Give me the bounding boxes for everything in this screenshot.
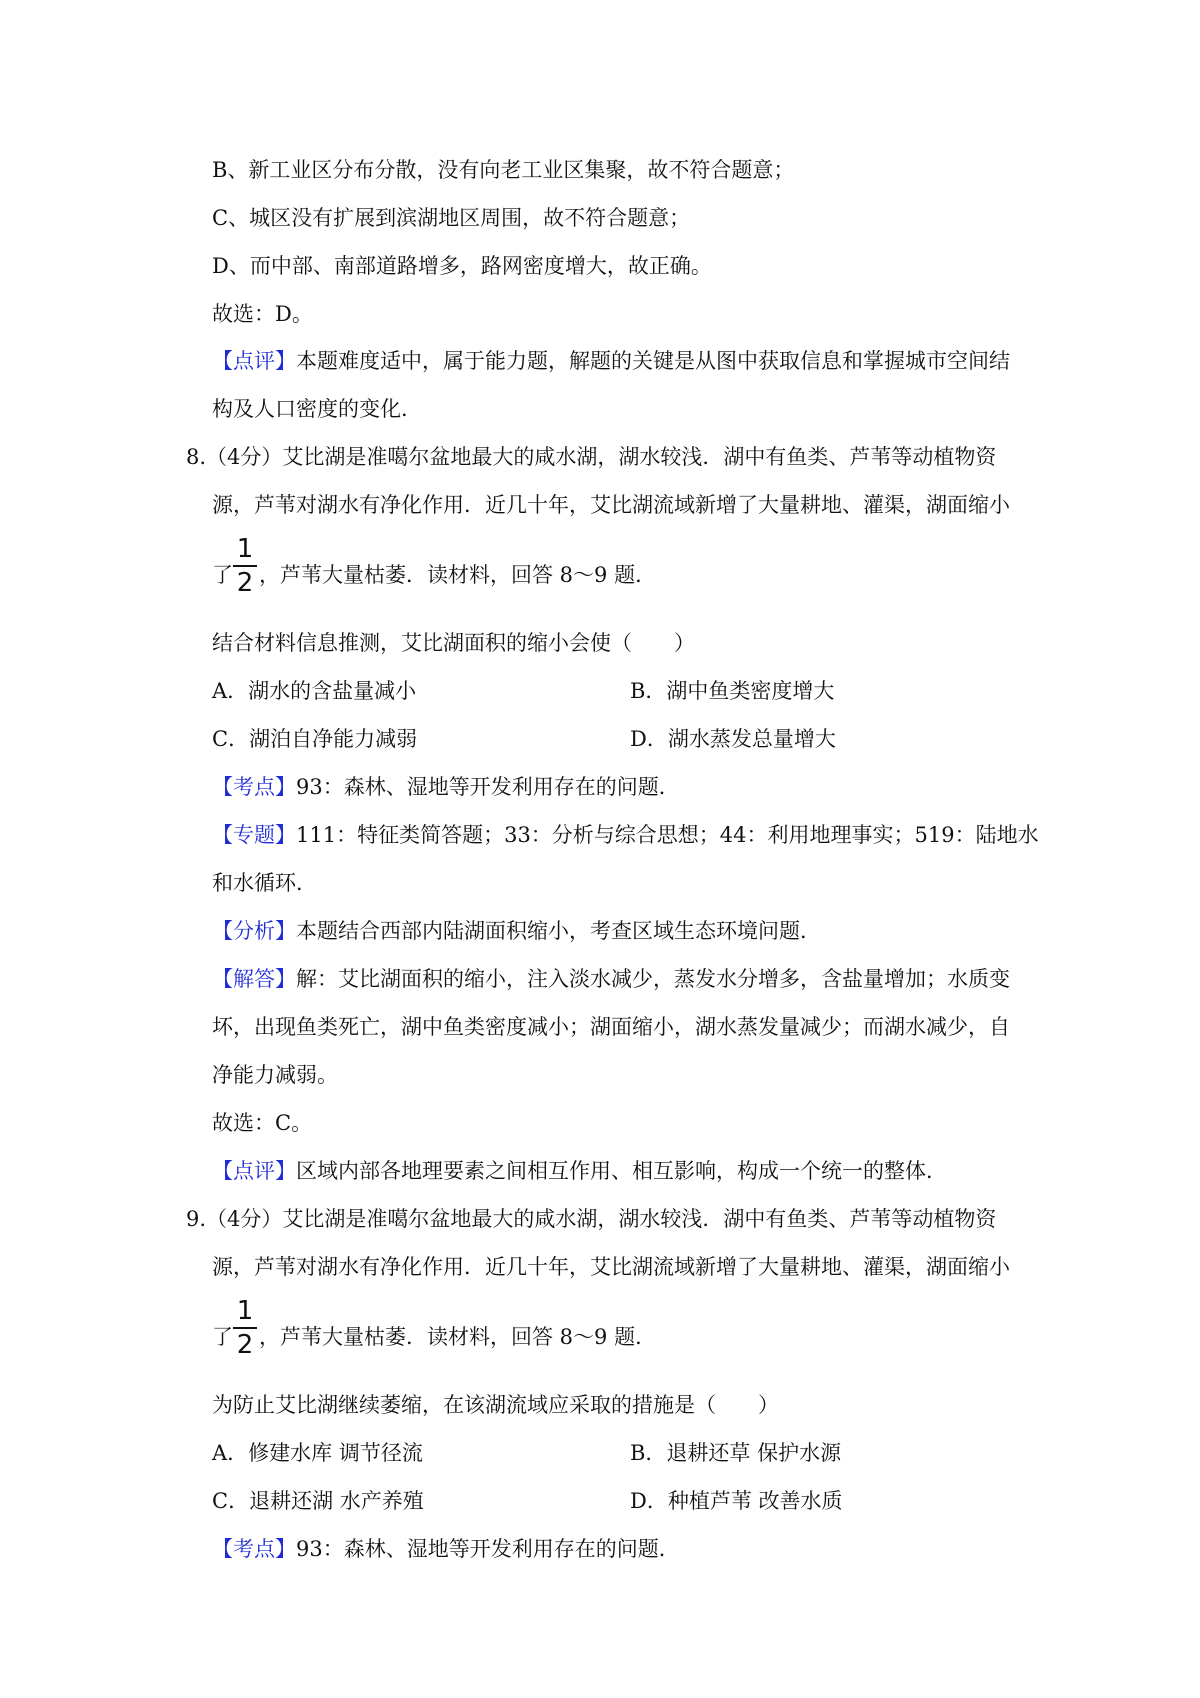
q8-option-c: C．湖泊自净能力减弱 (212, 727, 418, 751)
q8-fenxi: 【分析】本题结合西部内陆湖面积缩小，考查区域生态环境问题． (212, 919, 821, 943)
q9-option-b: B．退耕还草 保护水源 (630, 1441, 842, 1465)
q8-option-b: B．湖中鱼类密度增大 (630, 679, 835, 703)
q8-jieda-cont1: 坏，出现鱼类死亡，湖中鱼类密度减小；湖面缩小，湖水蒸发量减少；而湖水减少，自 (212, 1015, 1010, 1039)
review-text: 本题难度适中，属于能力题，解题的关键是从图中获取信息和掌握城市空间结 (296, 349, 1010, 373)
q8-fraction: 1 2 (233, 534, 257, 598)
prev-option-b-analysis: B、新工业区分布分散，没有向老工业区集聚，故不符合题意； (212, 158, 795, 182)
q8-stem-line1: 8.（4分）艾比湖是准噶尔盆地最大的咸水湖，湖水较浅．湖中有鱼类、芦苇等动植物资 (186, 445, 997, 469)
q8-jieda: 【解答】解：艾比湖面积的缩小，注入淡水减少，蒸发水分增多，含盐量增加；水质变 (212, 967, 1010, 991)
prev-answer: 故选：D。 (212, 302, 313, 326)
q8-question: 结合材料信息推测，艾比湖面积的缩小会使（ ） (212, 631, 695, 655)
q9-option-a: A．修建水库 调节径流 (212, 1441, 423, 1465)
q8-jieda-cont2: 净能力减弱。 (212, 1063, 338, 1087)
q9-option-c: C．退耕还湖 水产养殖 (212, 1489, 424, 1513)
q9-kaodian: 【考点】93：森林、湿地等开发利用存在的问题． (212, 1537, 680, 1561)
q9-stem-line2: 源，芦苇对湖水有净化作用．近几十年，艾比湖流域新增了大量耕地、灌渠，湖面缩小 (212, 1255, 1010, 1279)
prev-option-c-analysis: C、城区没有扩展到滨湖地区周围，故不符合题意； (212, 206, 691, 230)
review-tag: 【点评】 (212, 349, 296, 373)
q9-option-d: D．种植芦苇 改善水质 (630, 1489, 843, 1513)
q8-zhuanti: 【专题】111：特征类简答题；33：分析与综合思想；44：利用地理事实；519：陆地水 (212, 823, 1039, 847)
q8-review: 【点评】区域内部各地理要素之间相互作用、相互影响，构成一个统一的整体． (212, 1159, 947, 1183)
q8-answer: 故选：C。 (212, 1111, 313, 1135)
q9-stem-line1: 9.（4分）艾比湖是准噶尔盆地最大的咸水湖，湖水较浅．湖中有鱼类、芦苇等动植物资 (186, 1207, 997, 1231)
q9-fraction: 1 2 (233, 1296, 257, 1360)
q8-kaodian: 【考点】93：森林、湿地等开发利用存在的问题． (212, 775, 680, 799)
prev-review-cont: 构及人口密度的变化. (212, 397, 408, 421)
q8-stem-line3: 了 ，芦苇大量枯萎．读材料，回答 8～9 题． (212, 563, 657, 587)
q8-zhuanti-cont: 和水循环． (212, 871, 317, 895)
prev-review (212, 346, 1010, 376)
q8-stem-line2: 源，芦苇对湖水有净化作用．近几十年，艾比湖流域新增了大量耕地、灌渠，湖面缩小 (212, 493, 1010, 517)
q8-option-a: A．湖水的含盐量减小 (212, 679, 417, 703)
q8-option-d: D．湖水蒸发总量增大 (630, 727, 836, 751)
q9-stem-line3: 了 ，芦苇大量枯萎．读材料，回答 8～9 题． (212, 1325, 657, 1349)
q9-question: 为防止艾比湖继续萎缩，在该湖流域应采取的措施是（ ） (212, 1393, 779, 1417)
prev-option-d-analysis: D、而中部、南部道路增多，路网密度增大，故正确。 (212, 254, 712, 278)
